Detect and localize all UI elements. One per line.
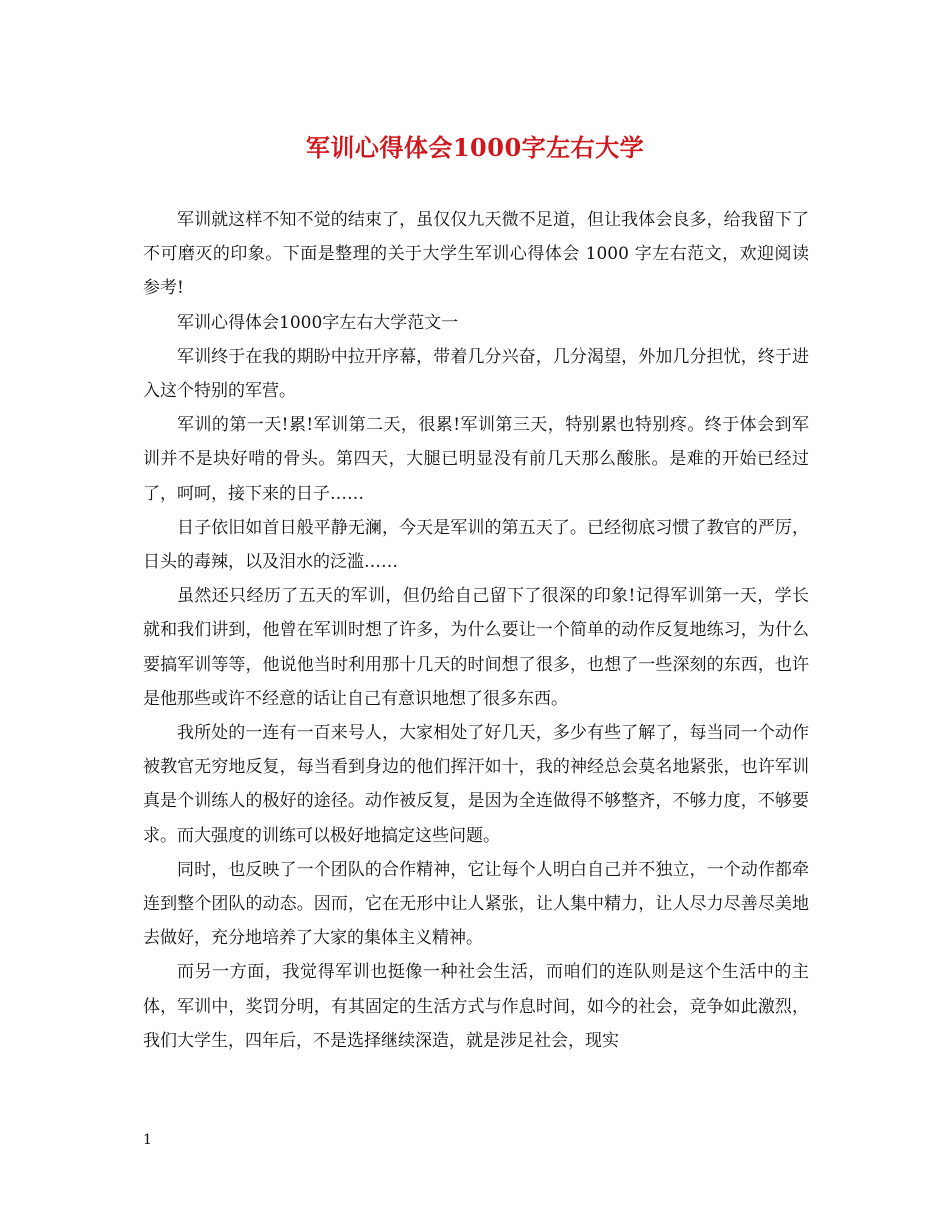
paragraph: 而另一方面，我觉得军训也挺像一种社会生活，而咱们的连队则是这个生活中的主体，军训中，奖罚分明，有其固定的生活方式与作息时间，如今的社会，竞争如此激烈，我们大学生，四年后，不是选择继续深造，就是涉足社会，现实 [143, 962, 809, 1051]
paragraph: 同时，也反映了一个团队的合作精神，它让每个人明白自己并不独立，一个动作都牵连到整个团队的动态。因而，它在无形中让人紧张，让人集中精力，让人尽力尽善尽美地去做好，充分地培养了大家的集体主义精神。 [143, 859, 809, 949]
paragraph: 军训终于在我的期盼中拉开序幕，带着几分兴奋，几分渴望，外加几分担忧，终于进入这个特别的军营。 [143, 346, 809, 402]
paragraph: 我所处的一连有一百来号人，大家相处了好几天，多少有些了解了，每当同一个动作被教官无穷地反复，每当看到身边的他们挥汗如十，我的神经总会莫名地紧张，也许军训真是个训练人的极好的途径。动作被反复，是因为全连做得不够整齐，不够力度，不够要求。而大强度的训练可以极好地搞定这些问题。 [143, 723, 809, 846]
paragraph: 日子依旧如首日般平静无澜，今天是军训的第五天了。已经彻底习惯了教官的严厉，日头的毒辣，以及泪水的泛滥…… [143, 517, 809, 573]
paragraph: 军训的第一天!累!军训第二天，很累!军训第三天，特别累也特别疼。终于体会到军训并不是块好啃的骨头。第四天，大腿已明显没有前几天那么酸胀。是难的开始已经过了，呵呵，接下来的日子…… [143, 415, 809, 504]
page-number: 1 [143, 1132, 152, 1148]
paragraph: 军训就这样不知不觉的结束了，虽仅仅九天微不足道，但让我体会良多，给我留下了不可磨灭的印象。下面是整理的关于大学生军训心得体会 1000 字左右范文，欢迎阅读参考! [143, 210, 809, 299]
document-title: 军训心得体会1000字左右大学 [305, 133, 645, 162]
section-heading: 军训心得体会1000字左右大学范文一 [177, 312, 459, 333]
document-body [143, 203, 809, 1058]
paragraph: 虽然还只经历了五天的军训，但仍给自己留下了很深的印象!记得军训第一天，学长就和我们讲到，他曾在军训时想了许多，为什么要让一个简单的动作反复地练习，为什么要搞军训等等，他说他当时利用那十几天的时间想了很多，也想了一些深刻的东西，也许是他那些或许不经意的话让自己有意识地想了很多东西。 [143, 586, 809, 709]
